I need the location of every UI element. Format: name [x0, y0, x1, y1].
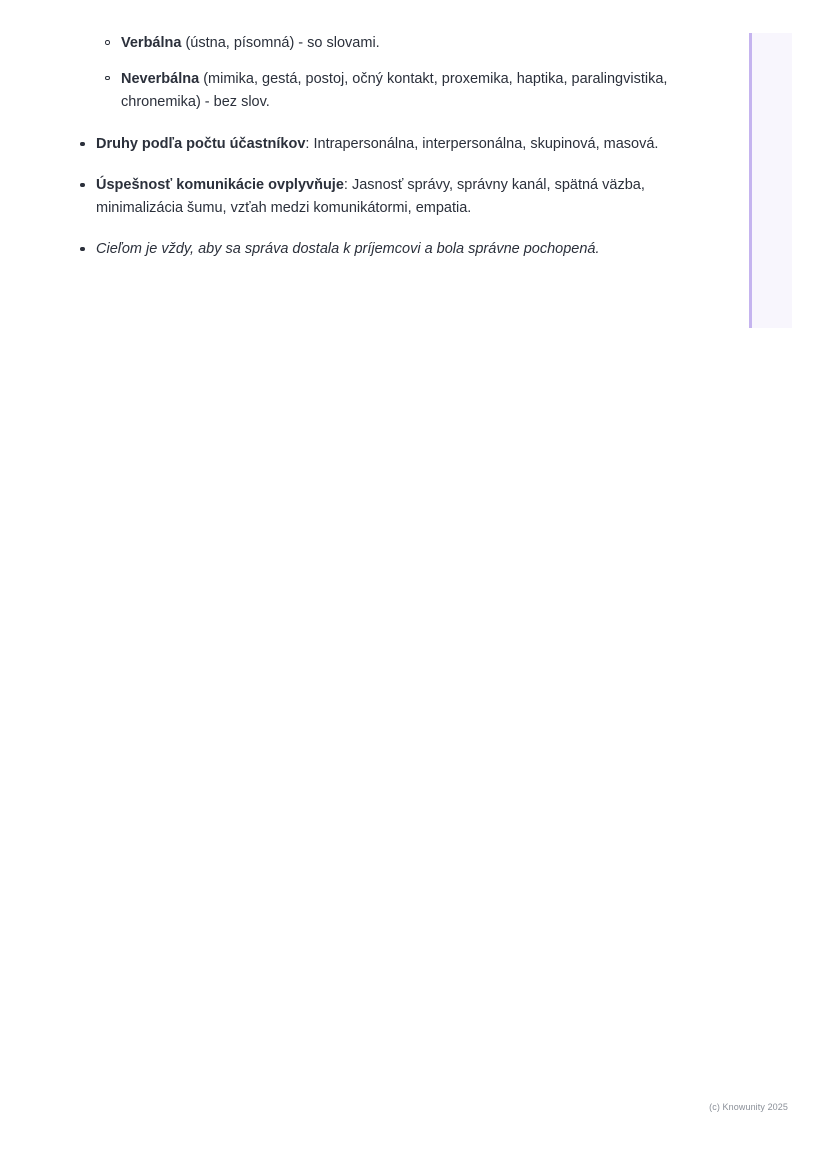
list-item-text: (ústna, písomná) - so slovami. — [181, 35, 380, 51]
decorative-side-panel — [749, 33, 792, 328]
decorative-side-accent-bar — [749, 33, 752, 328]
footer-copyright: (c) Knowunity 2025 — [709, 1102, 788, 1112]
list-item-term: Úspešnosť komunikácie ovplyvňuje — [96, 176, 344, 193]
list-item-text: : Jasnosť správy, správny kanál, spätná väzba, minimalizácia šumu, vzťah medzi komunikátormi, empatia. — [96, 176, 645, 217]
sub-bullet-list — [72, 32, 672, 115]
list-item-term: Neverbálna — [121, 70, 200, 87]
list-item-term: Verbálna — [121, 35, 182, 51]
list-item-text: : Intrapersonálna, interpersonálna, skupinová, masová. — [305, 135, 659, 152]
note-text: Cieľom je vždy, aby sa správa dostala k príjemcovi a bola správne pochopená. — [96, 240, 600, 257]
list-item — [72, 133, 672, 157]
list-item — [72, 32, 672, 56]
document-content — [72, 32, 672, 278]
list-item-term: Druhy podľa počtu účastníkov — [96, 135, 306, 152]
list-item-text: (mimika, gestá, postoj, očný kontakt, proxemika, haptika, paralingvistika, chronemika) - bez slov. — [121, 70, 668, 111]
main-bullet-list — [72, 133, 672, 262]
list-item — [72, 174, 672, 221]
list-item-note — [72, 238, 672, 262]
list-item — [72, 68, 672, 115]
